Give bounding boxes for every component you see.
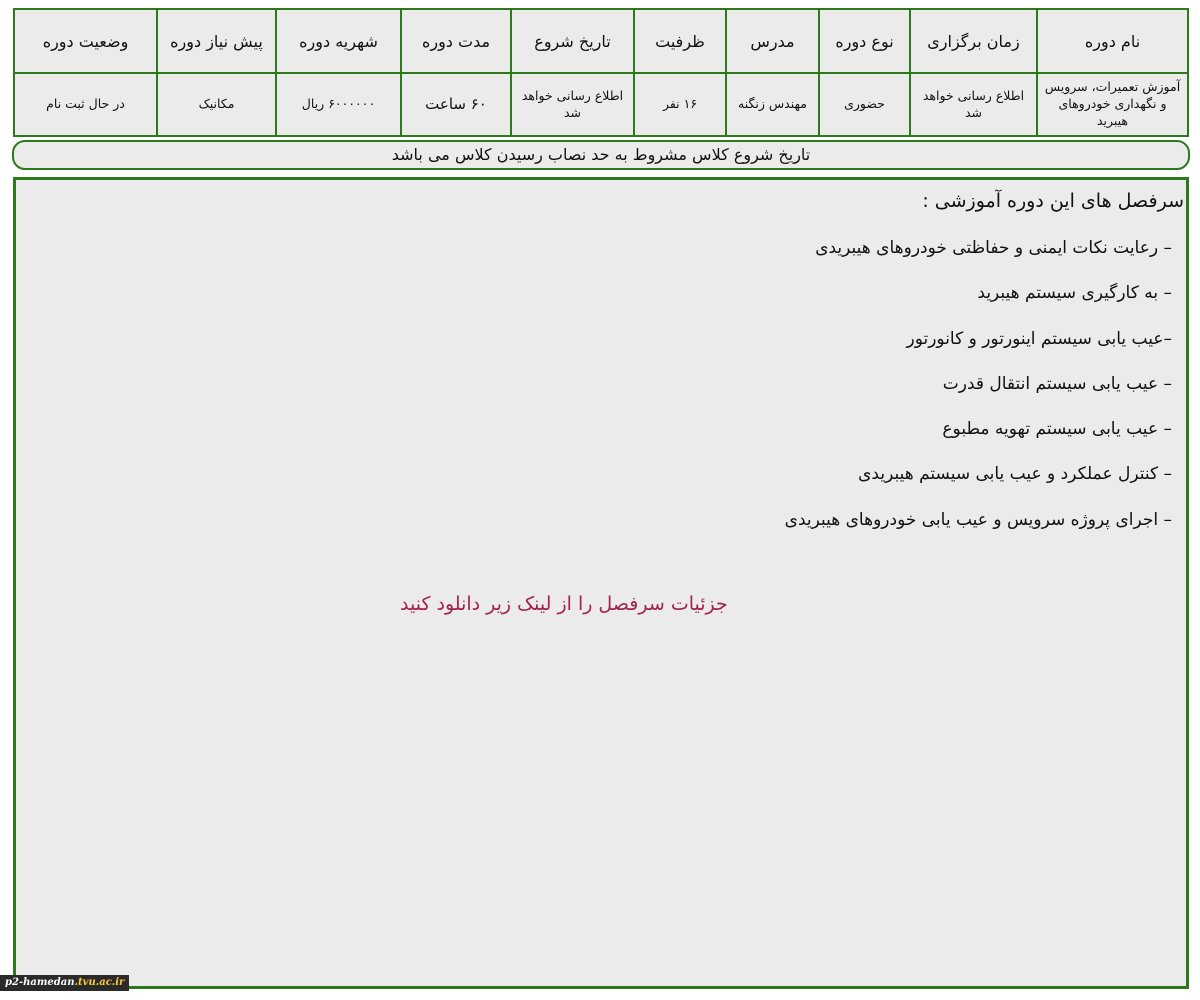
list-item: – کنترل عملکرد و عیب یابی سیستم هیبریدی	[858, 464, 1172, 485]
cell-course-type: حضوری	[819, 73, 910, 136]
course-info-table	[13, 8, 1189, 137]
syllabus-download-text: جزئیات سرفصل را از لینک زیر دانلود کنید	[400, 593, 728, 615]
watermark-prefix: p2-hamedan	[5, 977, 75, 988]
cell-start-date: اطلاع رسانی خواهد شد	[511, 73, 634, 136]
table-header-row	[14, 9, 1188, 73]
list-item: – عیب یابی سیستم تهویه مطبوع	[942, 419, 1172, 440]
cell-capacity: ۱۶ نفر	[634, 73, 726, 136]
list-item: – به کارگیری سیستم هیبرید	[977, 283, 1172, 304]
cell-tuition: ۶۰۰۰۰۰۰ ریال	[276, 73, 401, 136]
site-watermark	[0, 975, 129, 991]
list-item: – عیب یابی سیستم انتقال قدرت	[942, 373, 1172, 394]
cell-duration: ۶۰ ساعت	[401, 73, 511, 136]
syllabus-panel	[13, 177, 1189, 989]
watermark-domain: .tvu.ac.ir	[74, 977, 125, 988]
header-tuition: شهریه دوره	[276, 9, 401, 73]
cell-status: در حال ثبت نام	[14, 73, 157, 136]
list-item: – رعایت نکات ایمنی و حفاظتی خودروهای هیبریدی	[815, 238, 1172, 258]
cell-prerequisite: مکانیک	[157, 73, 276, 136]
table-row	[14, 73, 1188, 136]
header-schedule: زمان برگزاری	[910, 9, 1037, 73]
start-date-notice: تاریخ شروع کلاس مشروط به حد نصاب رسیدن کلاس می باشد	[12, 140, 1190, 170]
header-capacity: ظرفیت	[634, 9, 726, 73]
header-instructor: مدرس	[726, 9, 819, 73]
cell-schedule: اطلاع رسانی خواهد شد	[910, 73, 1037, 136]
cell-instructor: مهندس زنگنه	[726, 73, 819, 136]
list-item: – اجرای پروژه سرویس و عیب یابی خودروهای هیبریدی	[784, 509, 1172, 530]
list-item: –عیب یابی سیستم اینورتور و کانورتور	[906, 328, 1172, 349]
header-duration: مدت دوره	[401, 9, 511, 73]
header-start-date: تاریخ شروع	[511, 9, 634, 73]
header-status: وضعیت دوره	[14, 9, 157, 73]
syllabus-title: سرفصل های این دوره آموزشی :	[922, 190, 1184, 212]
header-prerequisite: پیش نیاز دوره	[157, 9, 276, 73]
header-course-type: نوع دوره	[819, 9, 910, 73]
cell-course-name: آموزش تعمیرات، سرویس و نگهداری خودروهای هیبرید	[1037, 73, 1188, 136]
header-course-name: نام دوره	[1037, 9, 1188, 73]
syllabus-list	[785, 238, 1172, 555]
